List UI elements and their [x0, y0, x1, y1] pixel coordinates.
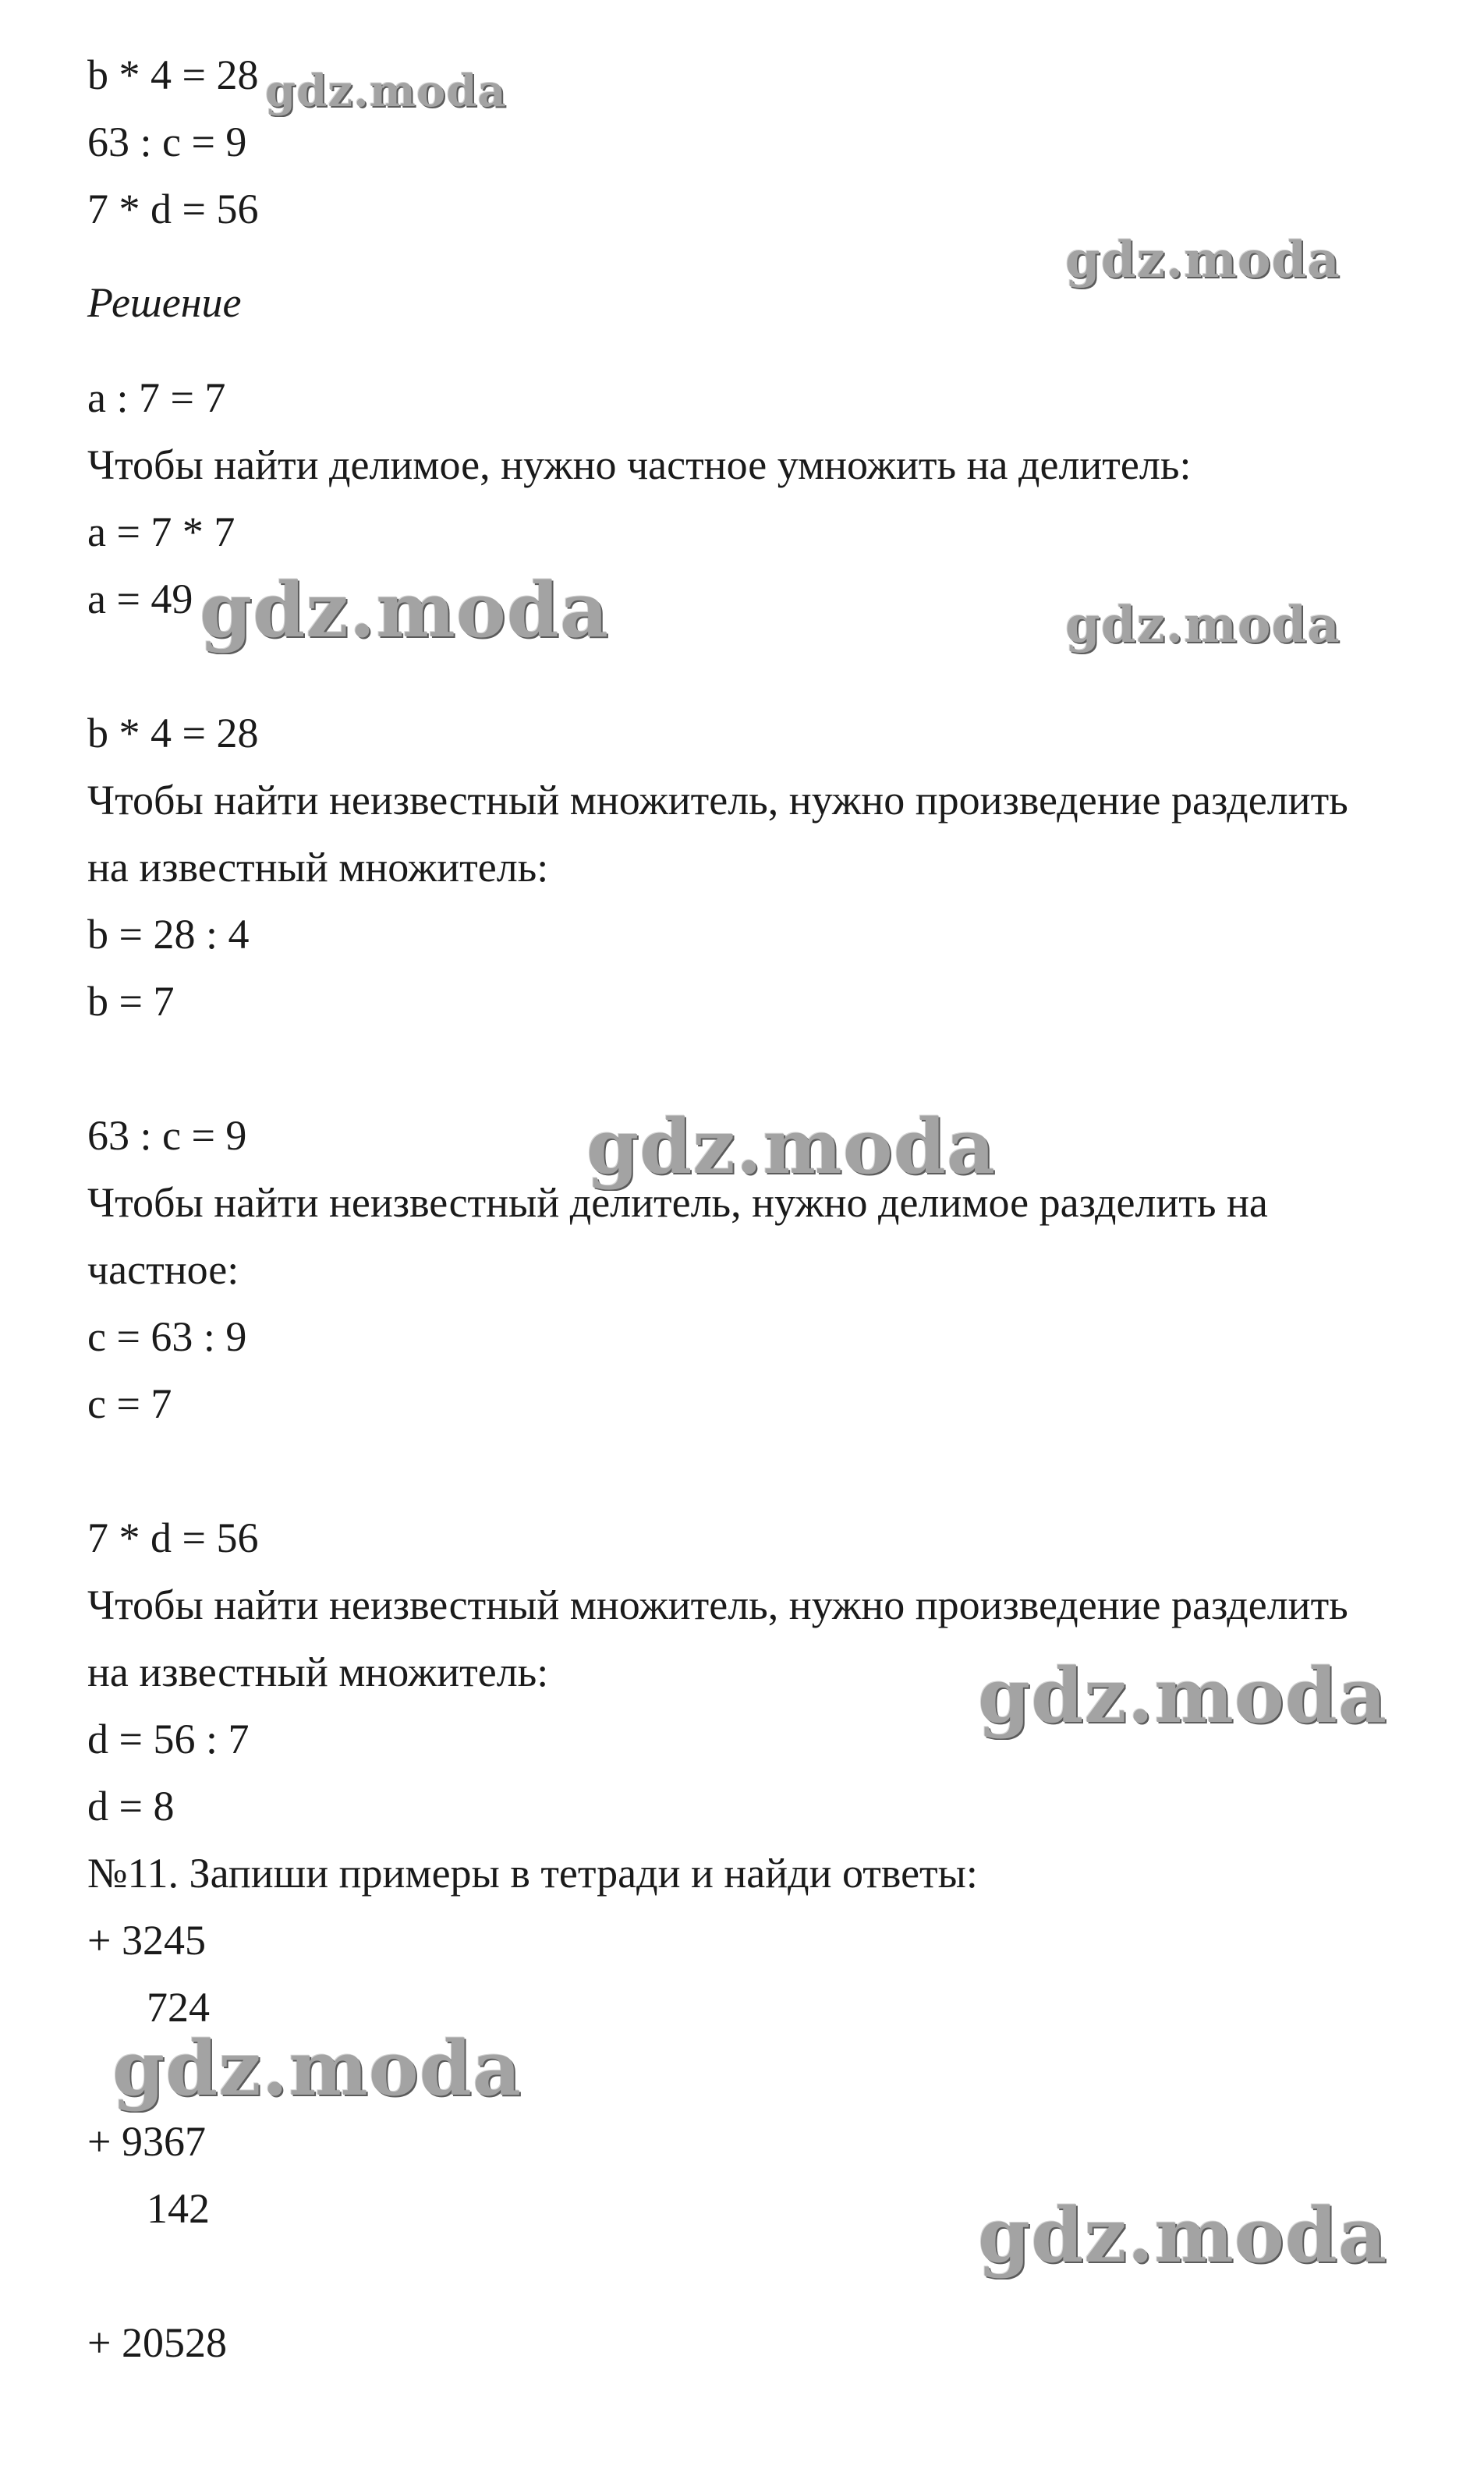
task-11-example-1-bottom: 724: [147, 1984, 210, 2031]
part-d-equation: 7 * d = 56: [87, 1514, 259, 1561]
part-d-answer: d = 8: [87, 1783, 175, 1830]
part-b-equation: b * 4 = 28: [87, 710, 259, 756]
task-11-example-2-top: + 9367: [87, 2118, 206, 2165]
part-c-rule-line-1: Чтобы найти неизвестный делитель, нужно делимое разделить на: [87, 1179, 1268, 1226]
watermark: gdz.moda: [265, 66, 507, 117]
solution-heading: Решение: [87, 279, 242, 326]
watermark: gdz.moda: [978, 2191, 1388, 2279]
part-c-answer: c = 7: [87, 1380, 172, 1427]
task-11-example-3-top: + 20528: [87, 2319, 227, 2366]
problem-line-1: b * 4 = 28: [87, 51, 259, 98]
part-a-equation: a : 7 = 7: [87, 374, 226, 421]
task-11-title: №11. Запиши примеры в тетради и найди ответы:: [87, 1850, 978, 1897]
part-b-rule-line-2: на известный множитель:: [87, 844, 549, 891]
part-b-step: b = 28 : 4: [87, 911, 250, 958]
part-a-rule: Чтобы найти делимое, нужно частное умножить на делитель:: [87, 441, 1192, 488]
part-d-step: d = 56 : 7: [87, 1716, 250, 1762]
part-d-rule-line-1: Чтобы найти неизвестный множитель, нужно произведение разделить: [87, 1582, 1348, 1628]
part-b-rule-line-1: Чтобы найти неизвестный множитель, нужно произведение разделить: [87, 777, 1348, 824]
part-b-answer: b = 7: [87, 978, 175, 1025]
part-c-step: c = 63 : 9: [87, 1313, 247, 1360]
watermark: gdz.moda: [112, 2024, 522, 2113]
watermark: gdz.moda: [586, 1103, 997, 1191]
problem-line-3: 7 * d = 56: [87, 186, 259, 232]
watermark: gdz.moda: [1065, 231, 1341, 289]
task-11-example-1-top: + 3245: [87, 1917, 206, 1964]
problem-line-2: 63 : c = 9: [87, 119, 247, 165]
part-a-step: a = 7 * 7: [87, 508, 236, 555]
part-a-answer: a = 49: [87, 576, 193, 622]
watermark: gdz.moda: [1065, 596, 1341, 654]
task-11-example-2-bottom: 142: [147, 2185, 210, 2232]
part-d-rule-line-2: на известный множитель:: [87, 1649, 549, 1695]
watermark: gdz.moda: [200, 566, 610, 654]
part-c-rule-line-2: частное:: [87, 1246, 239, 1293]
watermark: gdz.moda: [978, 1652, 1388, 1740]
part-c-equation: 63 : c = 9: [87, 1112, 247, 1159]
